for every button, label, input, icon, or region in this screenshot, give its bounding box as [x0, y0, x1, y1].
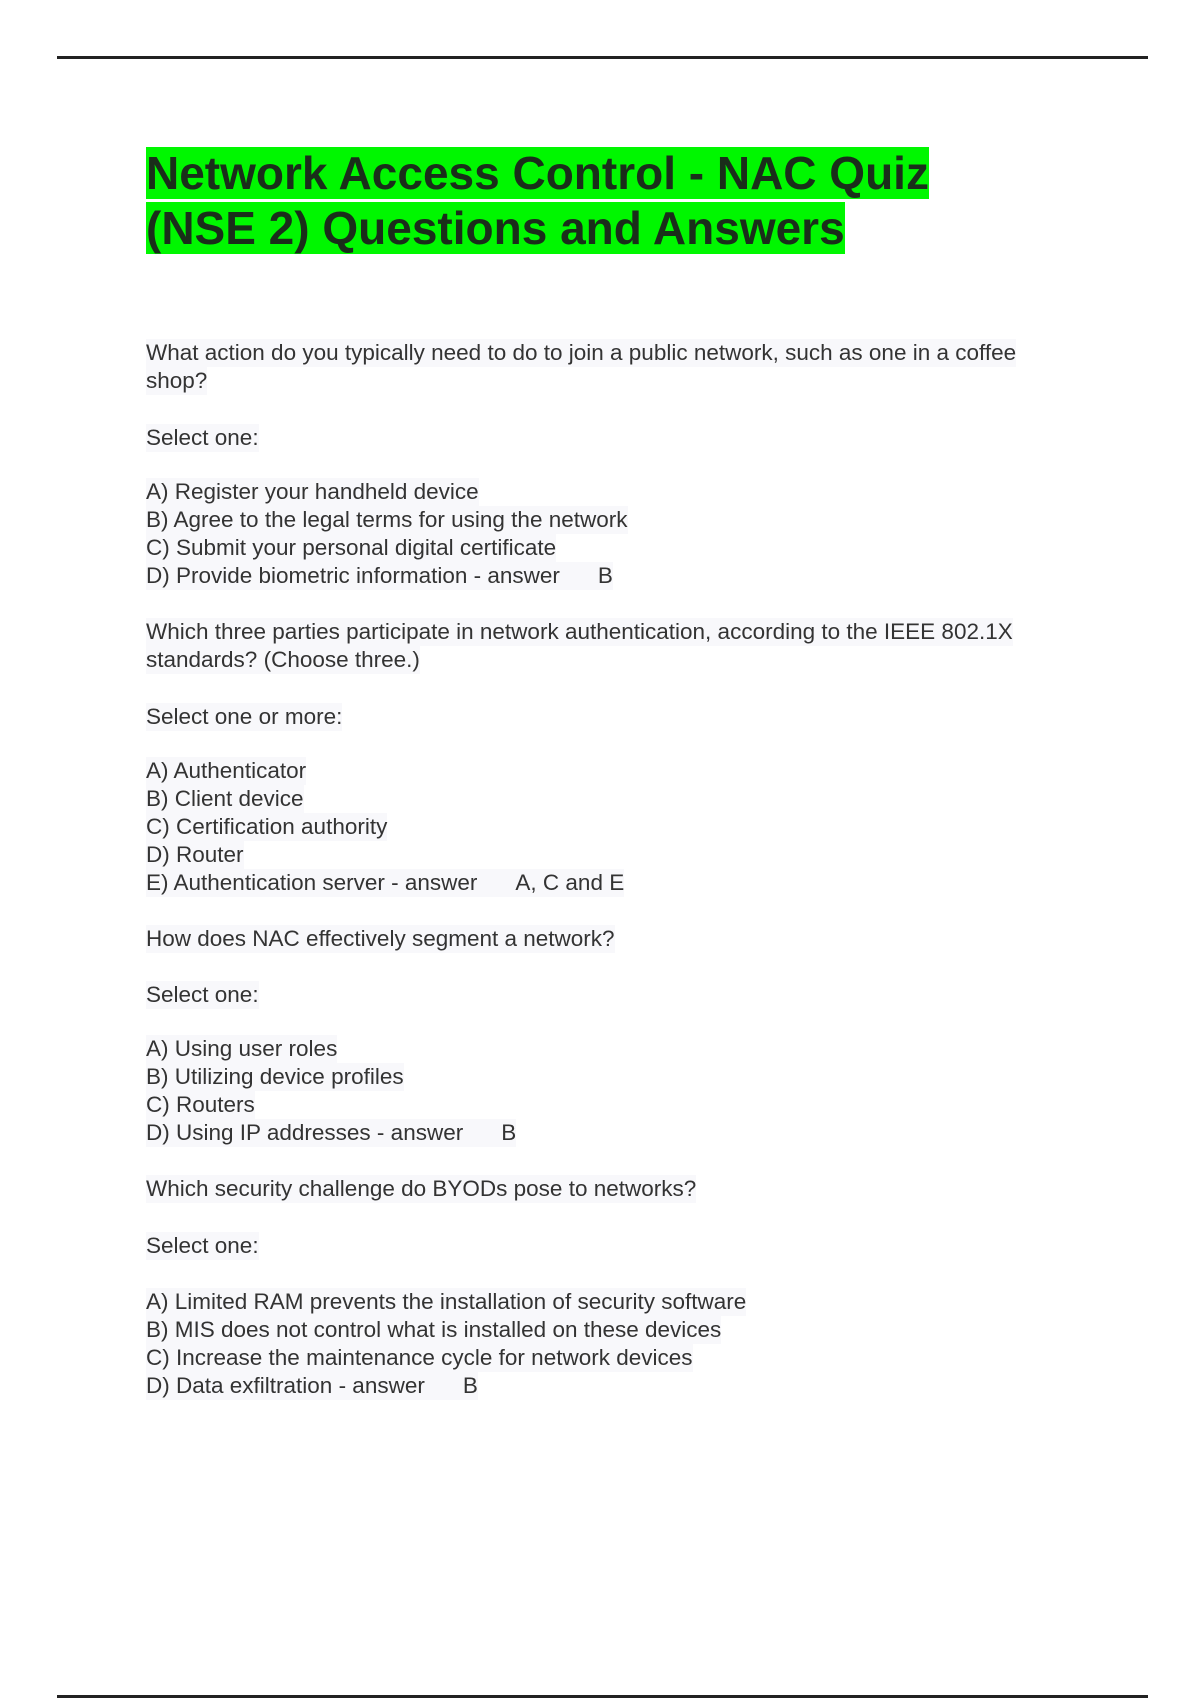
option: B) MIS does not control what is installed on these devices	[146, 1317, 722, 1342]
question-4	[146, 1175, 696, 1203]
select-instruction: Select one:	[146, 1233, 259, 1258]
option: C) Routers	[146, 1092, 255, 1117]
answer: B	[501, 1120, 517, 1145]
question-1	[146, 339, 1016, 395]
option: D) Router	[146, 842, 244, 867]
option: C) Increase the maintenance cycle for network devices	[146, 1345, 693, 1370]
question-text: What action do you typically need to do to join a public network, such as one in a coffee	[146, 340, 1017, 365]
option: B) Utilizing device profiles	[146, 1064, 404, 1089]
question-2	[146, 618, 1013, 674]
page-title	[146, 146, 929, 256]
option: D) Using IP addresses - answer B	[146, 1120, 517, 1145]
title-line-1: Network Access Control - NAC Quiz	[146, 147, 929, 199]
question-text: shop?	[146, 368, 208, 393]
option: A) Authenticator	[146, 758, 307, 783]
option: A) Register your handheld device	[146, 479, 479, 504]
option: A) Using user roles	[146, 1036, 338, 1061]
top-rule	[57, 56, 1148, 59]
select-instruction: Select one:	[146, 425, 259, 450]
answer: A, C and E	[515, 870, 625, 895]
option: D) Data exfiltration - answer B	[146, 1373, 478, 1398]
option: B) Client device	[146, 786, 304, 811]
question-text: How does NAC effectively segment a network?	[146, 926, 615, 951]
select-instruction: Select one:	[146, 982, 259, 1007]
option: A) Limited RAM prevents the installation of security software	[146, 1289, 747, 1314]
options-2	[146, 757, 624, 897]
option: C) Submit your personal digital certificate	[146, 535, 557, 560]
bottom-rule	[57, 1695, 1148, 1698]
options-1	[146, 478, 628, 590]
option: B) Agree to the legal terms for using the network	[146, 507, 628, 532]
options-4	[146, 1288, 746, 1400]
question-text: Which three parties participate in network authentication, according to the IEEE 802.1X	[146, 619, 1013, 644]
option: D) Provide biometric information - answer B	[146, 563, 613, 588]
question-text: standards? (Choose three.)	[146, 647, 420, 672]
select-instruction: Select one or more:	[146, 704, 343, 729]
question-3	[146, 925, 615, 953]
option: C) Certification authority	[146, 814, 388, 839]
answer: B	[597, 563, 613, 588]
options-3	[146, 1035, 516, 1147]
option: E) Authentication server - answer A, C and E	[146, 870, 625, 895]
title-line-2: (NSE 2) Questions and Answers	[146, 202, 845, 254]
question-text: Which security challenge do BYODs pose to networks?	[146, 1176, 697, 1201]
answer: B	[462, 1373, 478, 1398]
